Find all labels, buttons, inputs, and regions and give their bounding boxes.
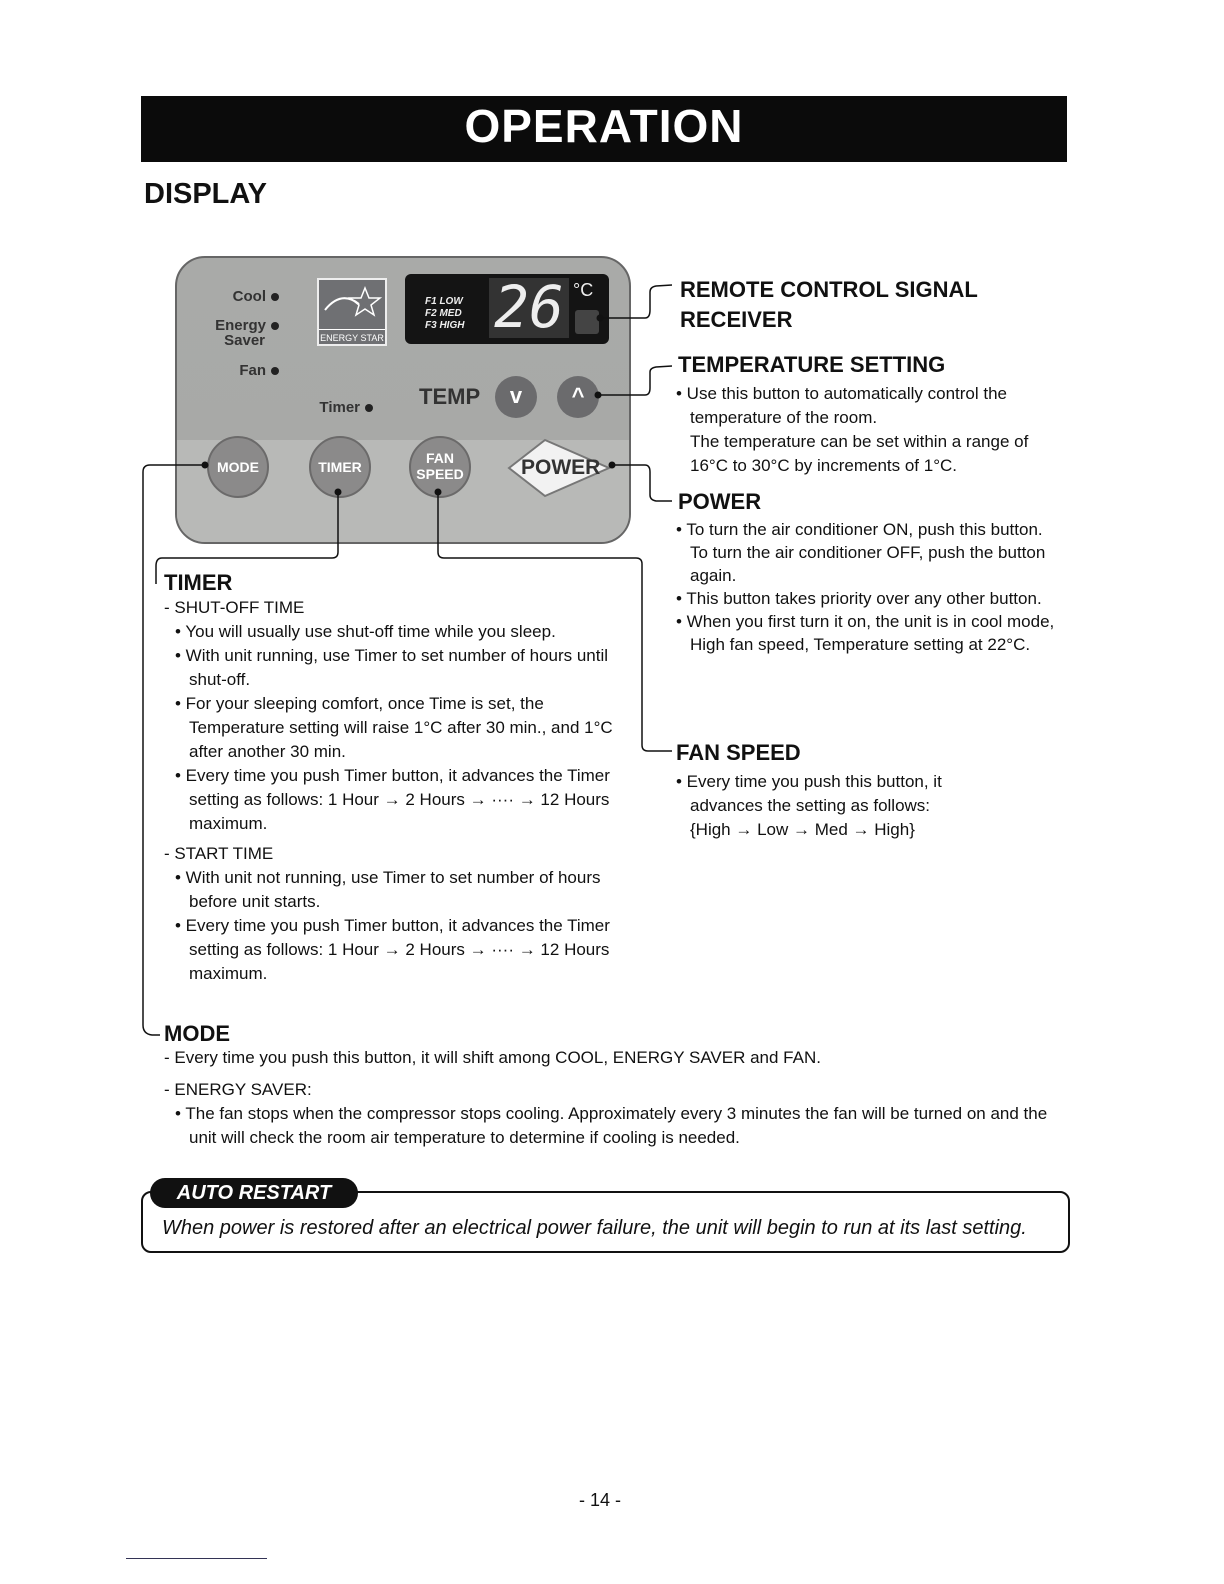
section-title: DISPLAY: [144, 178, 268, 210]
mode-button[interactable]: MODE: [207, 436, 269, 498]
temperature-setting-heading: TEMPERATURE SETTING: [678, 352, 946, 377]
remote-callout-line: [600, 285, 672, 318]
temp-label: TEMP: [419, 384, 481, 409]
power-text: [676, 518, 1060, 656]
temperature-setting-text: [676, 382, 1055, 478]
timer-button[interactable]: TIMER: [309, 436, 371, 498]
chevron-up-icon: ^: [571, 383, 585, 408]
auto-restart-text: When power is restored after an electrical power failure, the unit will begin to run at its last setting.: [162, 1217, 1027, 1239]
fan-level-high: F3 HIGH: [425, 320, 465, 331]
power-bullet-off: To turn the air conditioner OFF, push the button again.: [690, 543, 1046, 585]
timer-indicator-label: Timer: [319, 399, 360, 416]
remote-heading-line1: REMOTE CONTROL SIGNAL: [680, 277, 978, 302]
shutoff-time-subheading: - SHUT-OFF TIME: [164, 598, 305, 617]
fan-level-med: F2 MED: [425, 308, 462, 319]
energy-star-text: ENERGY STAR: [319, 329, 385, 346]
page-number: - 14 -: [578, 1490, 621, 1510]
remote-receiver-heading: [680, 275, 978, 335]
shutoff-bullet-4: • Every time you push Timer button, it advances the Timer setting as follows: 1 Hour → 2 Hours → ···· → 12 Hours maximum.: [175, 766, 610, 833]
saver-indicator-label: Saver: [224, 332, 265, 349]
fan-indicator-label: Fan: [239, 362, 266, 379]
cool-indicator-label: Cool: [232, 288, 266, 305]
power-bullet-priority: • This button takes priority over any other button.: [676, 589, 1042, 608]
timer-text: [164, 596, 614, 986]
temperature-readout: 26: [489, 278, 569, 338]
timer-heading: TIMER: [164, 570, 233, 595]
power-bullet-default: • When you first turn it on, the unit is in cool mode, High fan speed, Temperature setting at 22°C.: [676, 612, 1055, 654]
mode-line-1: - Every time you push this button, it will shift among COOL, ENERGY SAVER and FAN.: [164, 1048, 821, 1067]
fan-speed-label-line1: FAN: [426, 450, 454, 466]
fan-level-low: F1 LOW: [425, 296, 463, 307]
footer-rule: [126, 1558, 267, 1559]
temperature-callout-line: [598, 366, 672, 395]
start-bullet-1: • With unit not running, use Timer to set number of hours before unit starts.: [175, 868, 601, 911]
callout-dots: [202, 315, 616, 496]
power-heading: POWER: [678, 489, 762, 514]
shutoff-bullet-1: • You will usually use shut-off time while you sleep.: [175, 622, 556, 641]
temperature-setting-bullet: • Use this button to automatically control the temperature of the room.: [676, 384, 1008, 427]
start-time-subheading: - START TIME: [164, 844, 274, 863]
mode-heading: MODE: [164, 1021, 230, 1046]
fan-speed-label-line2: SPEED: [416, 466, 464, 482]
fan-speed-bullet: • Every time you push this button, it advances the setting as follows:: [676, 772, 942, 815]
fan-speed-heading: FAN SPEED: [676, 740, 801, 765]
chevron-down-icon: v: [509, 383, 523, 408]
power-button-label: POWER: [521, 456, 601, 479]
energy-saver-subheading: - ENERGY SAVER:: [164, 1080, 312, 1099]
energy-indicator-label: Energy: [215, 317, 266, 334]
start-bullet-2: • Every time you push Timer button, it advances the Timer setting as follows: 1 Hour → 2 Hours → ···· → 12 Hours maximum.: [175, 916, 610, 983]
shutoff-bullet-2: • With unit running, use Timer to set number of hours until shut-off.: [175, 646, 609, 689]
remote-heading-line2: RECEIVER: [680, 307, 793, 332]
energy-saver-bullet: • The fan stops when the compressor stops cooling. Approximately every 3 minutes the fan will be turned on and the unit will check the room air temperature to determine if cooling is needed.: [175, 1104, 1048, 1147]
temperature-unit: °C: [573, 280, 594, 300]
fan-speed-text: [676, 770, 1000, 842]
temperature-setting-range: The temperature can be set within a range of 16°C to 30°C by increments of 1°C.: [690, 432, 1029, 475]
page-banner: OPERATION: [141, 96, 1067, 162]
auto-restart-label: AUTO RESTART: [150, 1178, 358, 1208]
fan-speed-sequence: {High → Low → Med → High}: [690, 820, 915, 839]
shutoff-bullet-3: • For your sleeping comfort, once Time is set, the Temperature setting will raise 1°C after 30 min., and 1°C after another 30 min.: [175, 694, 613, 761]
mode-text: [164, 1046, 1054, 1150]
power-callout-line: [612, 465, 672, 501]
power-bullet-on: • To turn the air conditioner ON, push this button.: [676, 520, 1043, 539]
